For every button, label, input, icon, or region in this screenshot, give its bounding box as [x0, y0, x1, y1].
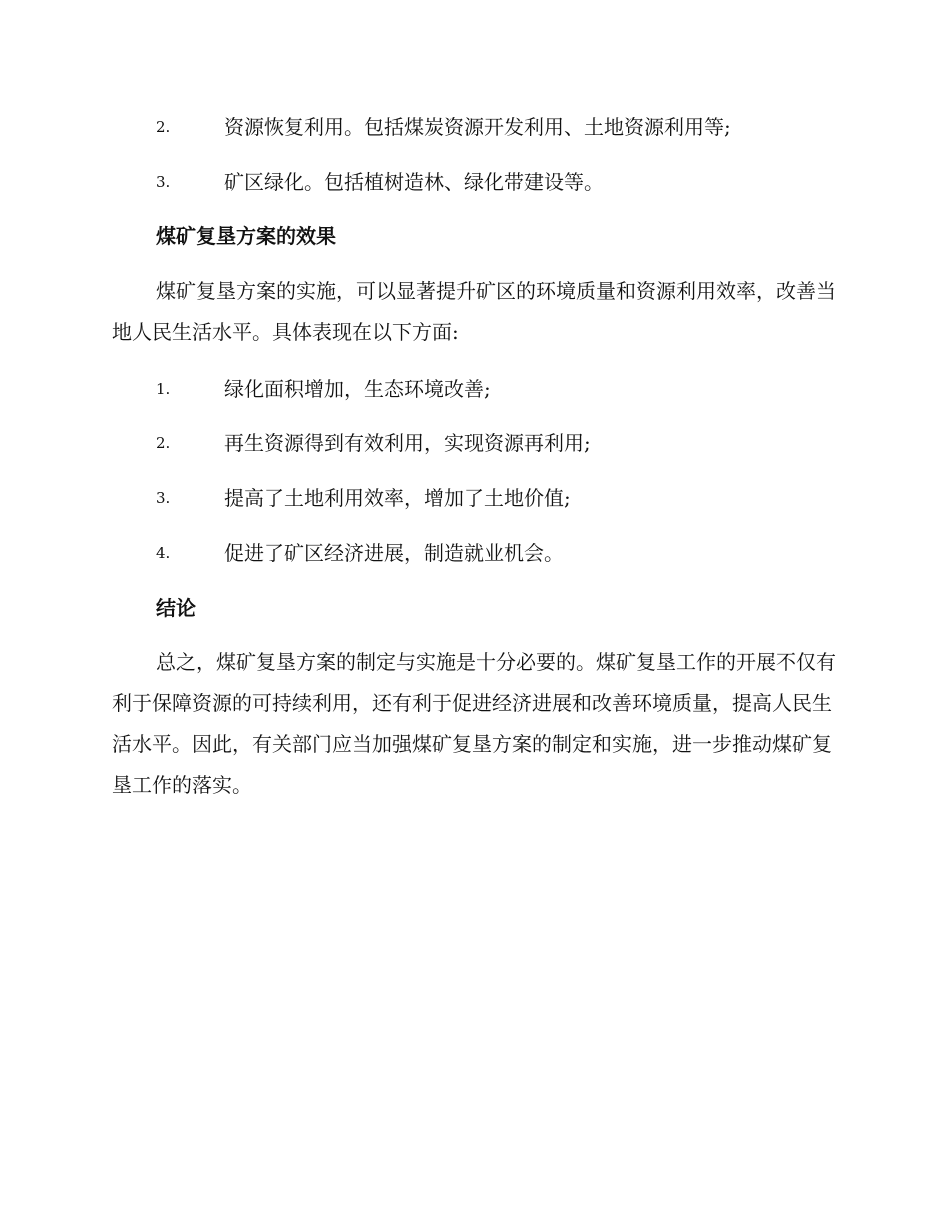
list-text: 矿区绿化。包括植树造林、绿化带建设等。	[224, 170, 604, 194]
list-item	[156, 533, 564, 573]
list-text: 绿化面积增加，生态环境改善;	[224, 377, 491, 401]
list-item	[156, 369, 491, 409]
list-number: 1.	[156, 380, 171, 398]
list-number: 3.	[156, 173, 171, 191]
effects-paragraph: 煤矿复垦方案的实施，可以显著提升矿区的环境质量和资源利用效率，改善当地人民生活水平。具体表现在以下方面:	[112, 279, 836, 344]
list-text: 再生资源得到有效利用，实现资源再利用;	[224, 431, 591, 455]
list-number: 3.	[156, 489, 171, 507]
list-number: 2.	[156, 434, 171, 452]
section-heading-effects: 煤矿复垦方案的效果	[156, 224, 336, 248]
list-item	[156, 478, 571, 518]
list-number: 4.	[156, 544, 171, 562]
list-number: 2.	[156, 118, 171, 136]
list-item	[156, 107, 731, 147]
list-text: 提高了土地利用效率，增加了土地价值;	[224, 486, 571, 510]
section-heading-conclusion: 结论	[156, 596, 196, 620]
list-text: 促进了矿区经济进展，制造就业机会。	[224, 541, 564, 565]
conclusion-paragraph: 总之，煤矿复垦方案的制定与实施是十分必要的。煤矿复垦工作的开展不仅有利于保障资源的可持续利用，还有利于促进经济进展和改善环境质量，提高人民生活水平。因此，有关部门应当加强煤矿复垦方案的制定和实施，进一步推动煤矿复垦工作的落实。	[112, 650, 836, 797]
list-text: 资源恢复利用。包括煤炭资源开发利用、土地资源利用等;	[224, 115, 731, 139]
list-item	[156, 423, 591, 463]
list-item	[156, 162, 604, 202]
